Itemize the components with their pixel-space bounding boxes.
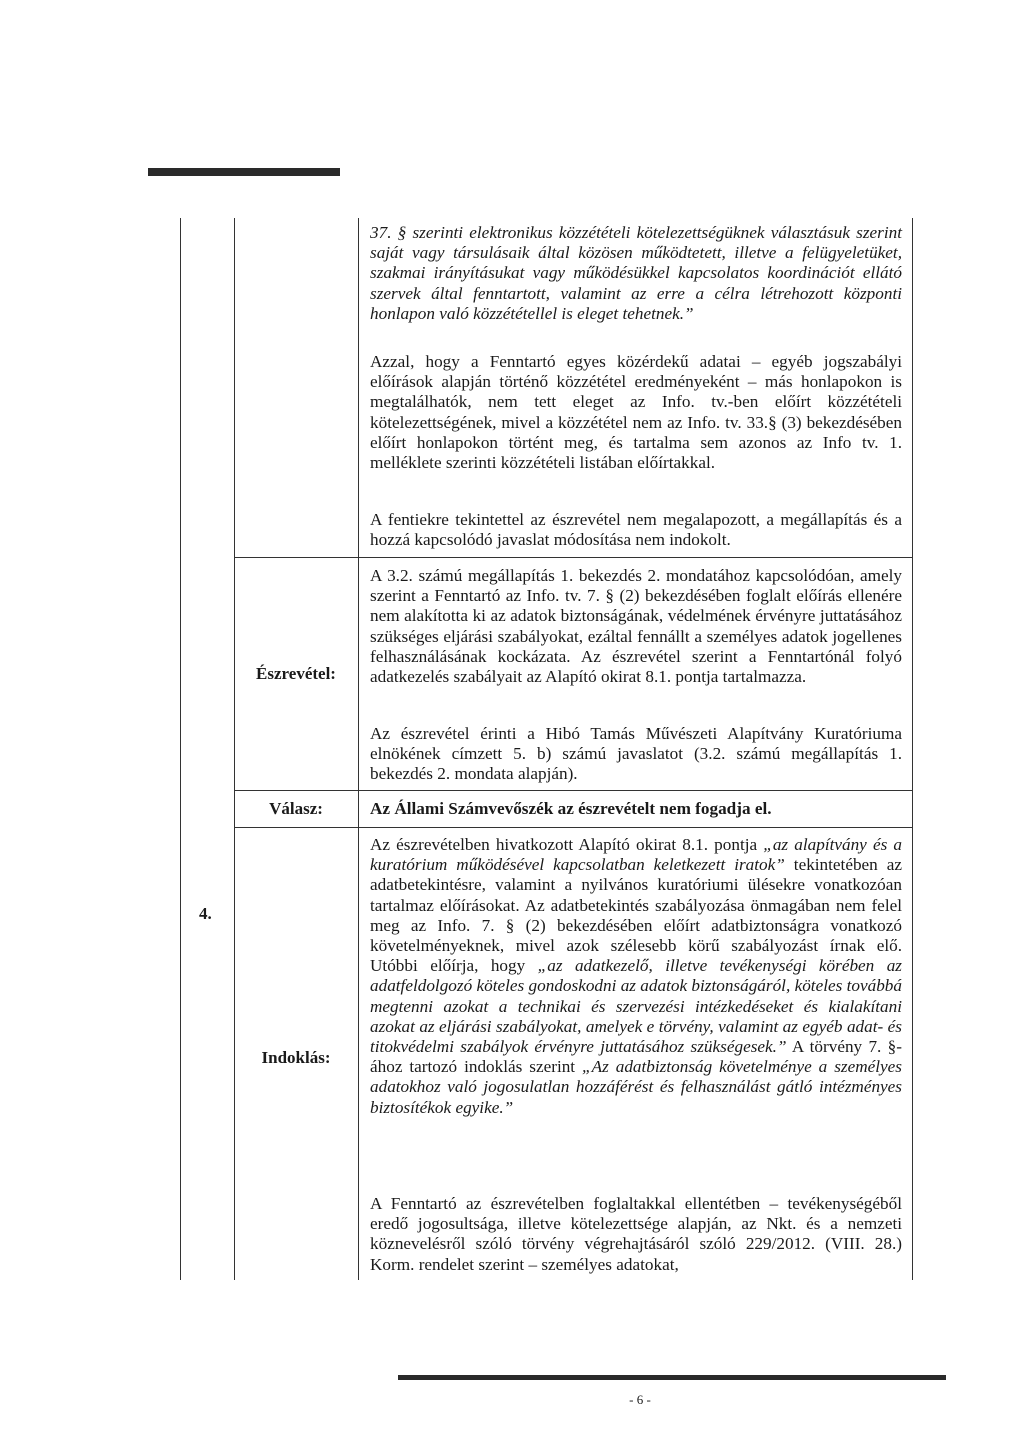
row-divider-2	[234, 790, 912, 791]
header-rule	[148, 168, 340, 176]
justification-quote-1: „az alapítvány és a kuratórium működésével kapcsolatban keletkezett iratok”	[370, 835, 902, 875]
justification-quote-3: „Az adatbiztonság követelménye a személyes adatokhoz való jogosulatlan hozzáférést és felhasználást gátló intézményes biztosítékok egyike.”	[370, 1057, 902, 1117]
row-number: 4.	[199, 904, 212, 923]
paragraph-final: A Fenntartó az észrevételben foglaltakkal ellentétben – tevékenységéből eredő jogosultsága, illetve kötelezettsége alapján, az Nkt. és a nemzeti köznevelésről szóló törvény végrehajtásáról szóló 229/2012. (VIII. 28.) Korm. rendelet szerint – személyes adatokat,	[370, 1194, 902, 1274]
justification-quote-2: „az adatkezelő, illetve tevékenységi körében az adatfeldolgozó köteles gondoskodni az adatok biztonságáról, köteles továbbá megtenni azokat a technikai és szervezési intézkedéseket és kialakítani azokat az eljárási szabályokat, amelyek e törvény, valamint az egyéb adat- és titokvédelmi szabályok érvényre juttatásához szükségesek.”	[370, 956, 902, 1057]
label-indoklas: Indoklás:	[261, 1048, 331, 1067]
paragraph-3: A fentiekre tekintettel az észrevétel nem megalapozott, a megállapítás és a hozzá kapcsolódó javaslat módosítása nem indokolt.	[370, 510, 902, 550]
row-divider-3	[234, 827, 912, 828]
table-divider-2	[358, 218, 359, 1280]
answer-text: Az Állami Számvevőszék az észrevételt nem fogadja el.	[370, 799, 772, 818]
page-number: - 6 -	[629, 1392, 651, 1407]
justification-part-e: A törvény 7. §-ához tartozó indoklás szerint	[370, 1037, 902, 1077]
table-border-right	[912, 218, 913, 1280]
paragraph-quote-37: 37. § szerinti elektronikus közzétételi kötelezettségüknek választásuk szerint saját vagy társulásaik által közösen működtetett, illetve a felügyeletüket, szakmai irányításukat vagy működésükkel kapcsolatos koordinációt ellátó szervek által fenntartott, valamint az erre a célra létrehozott központi honlapon való közzététellel is eleget tehetnek.”	[370, 223, 902, 323]
justification-part-c: tekintetében az adatbetekintésre, valamint a nyilvános kuratóriumi ülésekre vonatkozóan tartalmaz előírásokat. Az adatbetekintés szabályozása önmagában nem felel meg az Info. 7. § (2) bekezdésében előírt adatbiztonságra vonatkozó követelményeknek, mivel azok szélesebb körű szabályozást írnak elő. Utóbbi előírja, hogy	[370, 855, 902, 976]
row-divider-1	[234, 557, 912, 558]
table-divider-1	[234, 218, 235, 1280]
label-valasz: Válasz:	[269, 799, 323, 818]
justification-part-a: Az észrevételben hivatkozott Alapító okirat 8.1. pontja	[370, 835, 764, 854]
paragraph-justification	[370, 835, 902, 1118]
footer-rule	[398, 1375, 946, 1380]
table-border-left	[180, 218, 181, 1280]
paragraph-observation-2: Az észrevétel érinti a Hibó Tamás Művészeti Alapítvány Kuratóriuma elnökének címzett 5. b) számú javaslatot (3.2. számú megállapítás 1. bekezdés 2. mondata alapján).	[370, 724, 902, 784]
paragraph-2: Azzal, hogy a Fenntartó egyes közérdekű adatai – egyéb jogszabályi előírások alapján történő közzététel eredményeként – más honlapokon is megtalálhatók, nem tett eleget az Info. tv.-ben előírt közzétételi kötelezettségének, mivel a közzététel nem az Info. tv. 33.§ (3) bekezdésében előírt honlapokon történt meg, és tartalma sem azonos az Info tv. 1. melléklete szerinti közzétételi listában előírtakkal.	[370, 352, 902, 473]
paragraph-observation: A 3.2. számú megállapítás 1. bekezdés 2. mondatához kapcsolódóan, amely szerint a Fenntartó az Info. tv. 7. § (2) bekezdésében foglalt előírás ellenére nem alakította ki az adatok biztonságának, védelmének érvényre juttatásához szükséges eljárási szabályokat, ezáltal fennállt a személyes adatok jogellenes felhasználásának kockázata. Az észrevétel szerint a Fenntartónál folyó adatkezelés szabályait az Alapító okirat 8.1. pontja tartalmazza.	[370, 566, 902, 687]
label-eszrevetel: Észrevétel:	[256, 664, 336, 683]
